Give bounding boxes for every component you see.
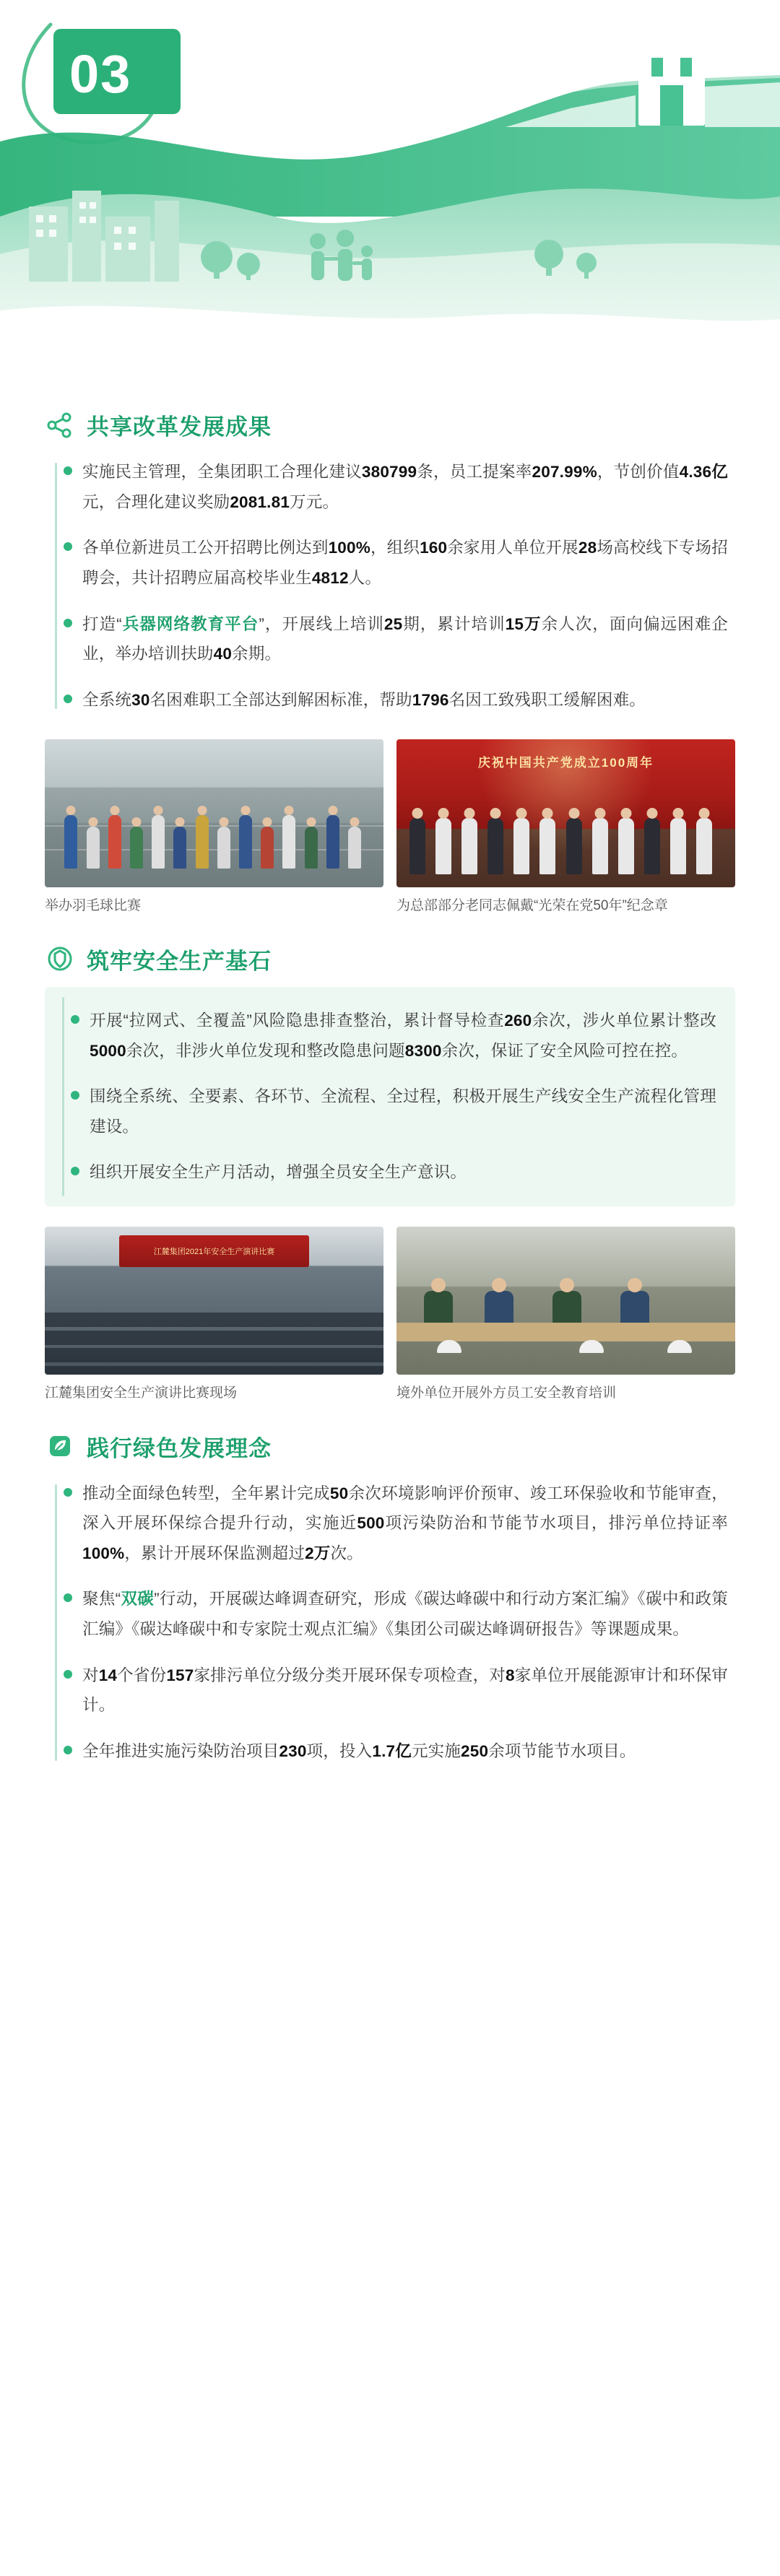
section-safety-production — [0, 943, 780, 1404]
photo-cell — [396, 1227, 735, 1404]
list-item-text: 对14个省份157家排污单位分级分类开展环保专项检查，对8家单位开展能源审计和环保审计。 — [82, 1666, 728, 1715]
photo-overlay-text: 庆祝中国共产党成立100周年 — [477, 755, 654, 770]
list-item — [74, 1082, 716, 1141]
list-item-text: 组织开展安全生产月活动，增强全员安全生产意识。 — [90, 1163, 467, 1182]
list-rail — [55, 463, 57, 709]
photo-cell — [45, 1227, 384, 1404]
photo-cell — [45, 739, 384, 917]
list-item — [66, 533, 728, 593]
bullet-dot — [71, 1167, 79, 1175]
photo-row — [45, 739, 735, 917]
list-item — [66, 685, 728, 715]
list-item-text: 开展“拉网式、全覆盖”风险隐患排查整治，累计督导检查260余次，涉火单位累计整改5000余次，非涉火单位发现和整改隐患问题8300余次，保证了安全风险可控在控。 — [90, 1011, 716, 1060]
section-shared-results — [0, 409, 780, 917]
header-title-line-1: 共创美好生活 — [217, 53, 368, 80]
bullet-dot — [64, 466, 72, 475]
bullet-dot — [64, 619, 72, 627]
photo-cell — [396, 739, 735, 917]
section-number: 03 — [69, 44, 132, 104]
bullet-dot — [64, 1593, 72, 1602]
list-item-text: 聚焦“双碳”行动，开展碳达峰调查研究，形成《碳达峰碳中和行动方案汇编》《碳中和政策汇编》《碳达峰碳中和专家院士观点汇编》《集团公司碳达峰调研报告》等课题成果。 — [82, 1590, 729, 1638]
list-item — [74, 1157, 716, 1188]
bullet-dot — [71, 1091, 79, 1100]
photo-badminton-match — [45, 739, 384, 887]
bullet-dot — [71, 1015, 79, 1024]
photo-caption: 境外单位开展外方员工安全教育培训 — [396, 1385, 617, 1401]
section-heading — [45, 409, 735, 441]
list-item — [66, 457, 728, 517]
section-green-development — [0, 1430, 780, 1771]
bullet-dot — [64, 542, 72, 551]
photo-caption: 举办羽毛球比赛 — [45, 898, 142, 914]
shield-check-icon — [45, 944, 75, 974]
section-heading — [45, 943, 735, 975]
page-header — [0, 0, 780, 383]
list-rail — [62, 997, 64, 1196]
bullet-list — [45, 987, 735, 1206]
bullet-list — [45, 453, 735, 719]
list-item — [66, 1661, 728, 1720]
photo-caption: 江麓集团安全生产演讲比赛现场 — [45, 1385, 238, 1401]
photo-overlay-text: 江麓集团2021年安全生产演讲比赛 — [119, 1235, 309, 1267]
section-title: 践行绿色发展理念 — [87, 1435, 272, 1461]
list-item-text: 打造“兵器网络教育平台”，开展线上培训25期，累计培训15万余人次，面向偏远困难企业，举办培训扶助40余期。 — [82, 614, 729, 663]
photo-overseas-safety-training — [396, 1227, 735, 1375]
share-nodes-icon — [45, 410, 75, 440]
bullet-dot — [64, 695, 72, 703]
list-item-text: 全系统30名困难职工全部达到解困标准，帮助1796名因工致残职工缓解困难。 — [82, 690, 646, 709]
list-item — [66, 609, 728, 669]
list-item-text: 围绕全系统、全要素、各环节、全流程、全过程，积极开展生产线安全生产流程化管理建设。 — [90, 1087, 716, 1136]
list-item-text: 实施民主管理，全集团职工合理化建议380799条，员工提案率207.99%，节创价值4.36亿元，合理化建议奖励2081.81万元。 — [82, 463, 728, 511]
photo-caption: 为总部部分老同志佩戴“光荣在党50年”纪念章 — [396, 898, 668, 914]
bullet-dot — [64, 1488, 72, 1497]
photo-row — [45, 1227, 735, 1404]
section-heading — [45, 1430, 735, 1463]
list-item — [66, 1736, 728, 1767]
section-title: 筑牢安全生产基石 — [87, 948, 272, 974]
photo-safety-speech-contest — [45, 1227, 384, 1375]
header-title — [217, 49, 368, 119]
bullet-dot — [64, 1670, 72, 1679]
header-title-line-2: 用情温暖社会 — [217, 87, 368, 116]
list-rail — [55, 1484, 57, 1761]
leaf-box-icon — [45, 1431, 75, 1461]
list-item-text: 推动全面绿色转型，全年累计完成50余次环境影响评价预审、竣工环保验收和节能审查，深入开展环保综合提升行动，实施近500项污染防治和节能节水项目，排污单位持证率100%，累计开展环保监测超过2万次。 — [82, 1484, 728, 1562]
photo-party-anniversary-medal — [396, 739, 735, 887]
list-item — [74, 1006, 716, 1066]
section-title: 共享改革发展成果 — [87, 414, 272, 440]
list-item-text: 各单位新进员工公开招聘比例达到100%，组织160余家用人单位开展28场高校线下专场招聘会，共计招聘应届高校毕业生4812人。 — [82, 539, 728, 587]
bullet-list — [45, 1474, 735, 1771]
list-item — [66, 1584, 728, 1644]
list-item-text: 全年推进实施污染防治项目230项，投入1.7亿元实施250余项节能节水项目。 — [82, 1741, 636, 1760]
list-item — [66, 1479, 728, 1569]
bullet-dot — [64, 1746, 72, 1754]
